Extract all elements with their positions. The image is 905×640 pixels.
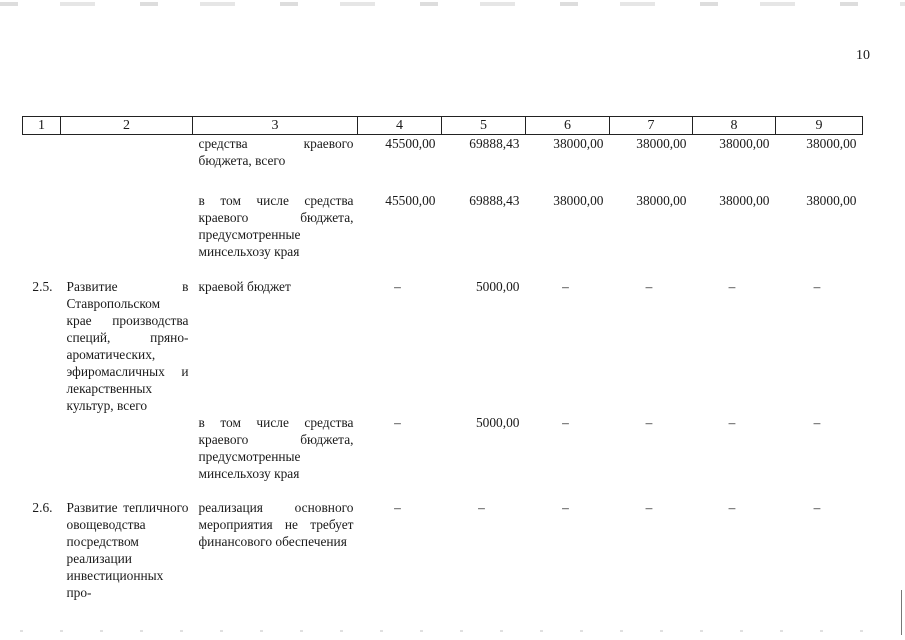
row-number	[23, 135, 61, 192]
column-number-row	[23, 117, 863, 135]
value-cell: 38000,00	[806, 136, 857, 151]
funding-source: средства краевого бюджета, всего	[198, 136, 354, 168]
activity-name	[61, 414, 193, 499]
column-header: 1	[23, 117, 61, 135]
column-header: 6	[526, 117, 610, 135]
scan-artifact-bottom	[20, 630, 880, 632]
table-row	[23, 414, 863, 499]
row-number	[23, 192, 61, 278]
column-header: 9	[776, 117, 863, 135]
value-cell: –	[645, 278, 653, 294]
column-header: 4	[358, 117, 442, 135]
value-cell: –	[562, 499, 569, 515]
value-cell: –	[394, 278, 401, 294]
value-cell: 38000,00	[553, 136, 604, 151]
value-cell: –	[813, 499, 821, 515]
column-header: 5	[442, 117, 526, 135]
table-row	[23, 192, 863, 278]
row-number: 2.6.	[32, 499, 53, 515]
value-cell: –	[728, 278, 736, 294]
activity-name	[61, 135, 193, 192]
value-cell: –	[394, 499, 401, 515]
value-cell: 38000,00	[806, 192, 857, 208]
column-header: 8	[693, 117, 776, 135]
page-number: 10	[856, 48, 870, 63]
table-row	[23, 278, 863, 414]
value-cell: –	[728, 414, 736, 430]
scan-edge-mark	[901, 590, 902, 635]
funding-source: в том числе средства краевого бюджета, предусмотренные минсельхозу края	[198, 414, 354, 481]
value-cell: 5000,00	[475, 278, 520, 294]
column-header: 3	[193, 117, 358, 135]
value-cell: –	[728, 499, 736, 515]
row-number	[23, 414, 61, 499]
activity-name	[61, 192, 193, 278]
table-row	[23, 499, 863, 601]
value-cell: 45500,00	[385, 192, 436, 208]
value-cell: –	[478, 499, 485, 515]
value-cell: –	[394, 414, 401, 430]
value-cell: –	[562, 278, 569, 294]
budget-table	[22, 116, 863, 601]
funding-source: краевой бюджет	[198, 278, 291, 294]
funding-source: в том числе средства краевого бюджета, предусмотренные минсельхозу края	[198, 192, 354, 259]
value-cell: 69888,43	[469, 136, 520, 151]
value-cell: –	[645, 499, 653, 515]
value-cell: 38000,00	[636, 192, 687, 208]
value-cell: 38000,00	[719, 136, 770, 151]
row-number: 2.5.	[32, 278, 53, 294]
funding-source: реализация основного мероприятия не требует финансового обеспечения	[198, 499, 354, 549]
scan-artifact-top	[0, 2, 905, 6]
column-header: 2	[61, 117, 193, 135]
value-cell: 38000,00	[719, 192, 770, 208]
value-cell: 69888,43	[469, 192, 520, 208]
activity-name: Развитие в Ставропольском крае производства специй, пряно-ароматических, эфиромасличных и лекарственных культур, всего	[66, 278, 189, 413]
value-cell: –	[813, 278, 821, 294]
value-cell: –	[562, 414, 569, 430]
value-cell: 38000,00	[636, 136, 687, 151]
value-cell: –	[645, 414, 653, 430]
value-cell: 45500,00	[385, 136, 436, 151]
activity-name: Развитие тепличного овощеводства посредством реализации инвестиционных про-	[66, 499, 189, 600]
table-row	[23, 135, 863, 192]
value-cell: 5000,00	[475, 414, 520, 430]
column-header: 7	[610, 117, 693, 135]
value-cell: 38000,00	[553, 192, 604, 208]
value-cell: –	[813, 414, 821, 430]
